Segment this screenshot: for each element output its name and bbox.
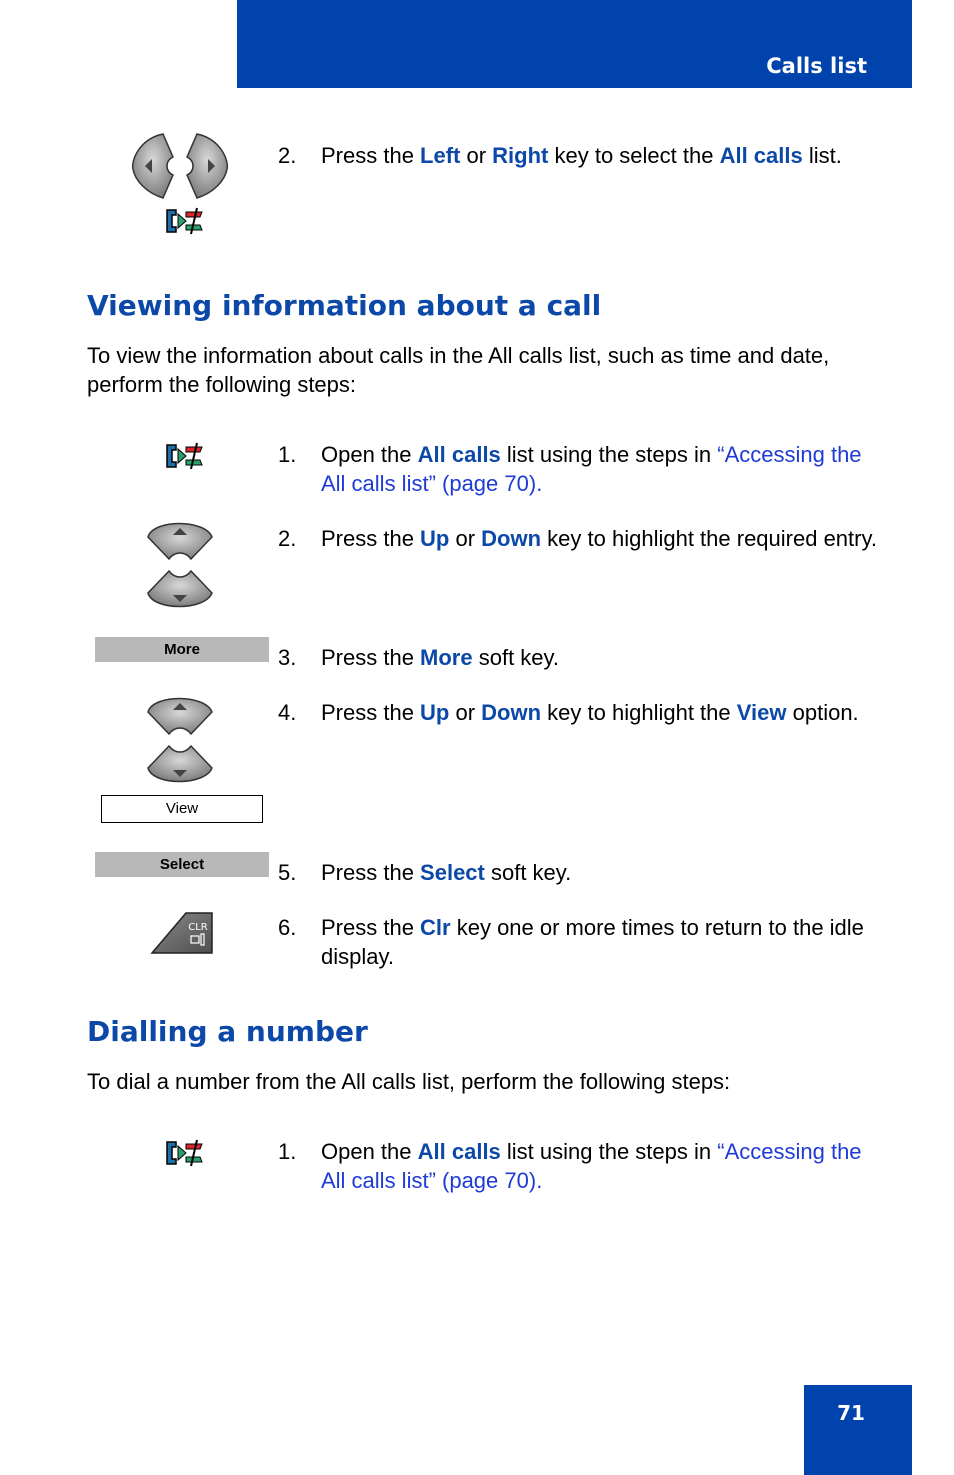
step-text-part: Open the <box>321 1139 418 1164</box>
step-text-part: or <box>460 143 493 168</box>
keyword: Clr <box>420 915 451 940</box>
keyword: Down <box>481 526 542 551</box>
step-text-part: Press the <box>321 700 421 725</box>
view-step-4: 4. Press the Up or Down key to highlight the View option. <box>278 698 878 727</box>
step-text-part: key to select the <box>548 143 720 168</box>
keyword: Up <box>420 526 450 551</box>
view-step-2: 2. Press the Up or Down key to highlight the required entry. <box>278 526 877 551</box>
step-text-part: list using the steps in <box>500 1139 718 1164</box>
step-text-part: Open the <box>321 442 418 467</box>
left-right-nav-key-icon <box>129 131 231 201</box>
section-heading-viewing: Viewing information about a call <box>87 289 602 322</box>
header-title: Calls list <box>766 54 867 78</box>
keyword: Select <box>420 860 485 885</box>
keyword: Down <box>481 700 542 725</box>
step-text-part: list. <box>802 143 842 168</box>
step-text <box>321 643 878 672</box>
view-step-3: 3. Press the More soft key. <box>278 643 878 672</box>
keyword: Right <box>492 143 549 168</box>
step-text-part: or <box>449 526 482 551</box>
step-text <box>321 698 878 727</box>
step-text-part: key to highlight the <box>541 700 737 725</box>
up-down-nav-key-icon <box>145 515 215 615</box>
step-text-part: Press the <box>321 645 421 670</box>
all-calls-icon <box>164 206 204 236</box>
cross-reference-link[interactable]: “Accessing the All calls list” (page 70). <box>321 442 862 496</box>
step-text-part: soft key. <box>472 645 560 670</box>
page-number-box <box>804 1385 912 1475</box>
keyword: Left <box>420 143 461 168</box>
clr-key-label: CLR <box>188 922 208 933</box>
section-intro-viewing: To view the information about calls in the All calls list, such as time and date, perform the following steps: <box>87 343 830 397</box>
step-text <box>321 913 878 971</box>
page-number: 71 <box>837 1401 865 1425</box>
step-text-part: Press the <box>321 915 421 940</box>
step-text-part: soft key. <box>484 860 572 885</box>
step-text-part: key to highlight the required entry. <box>541 526 877 551</box>
up-down-nav-key-icon <box>145 690 215 790</box>
section-heading-dialling: Dialling a number <box>87 1015 368 1048</box>
step-text-part: key one or more times to return to the idle display. <box>321 915 864 969</box>
top-step: 2. Press the Left or Right key to select the All calls list. <box>278 141 878 170</box>
step-text <box>321 524 878 553</box>
cross-reference-link[interactable]: “Accessing the All calls list” (page 70). <box>321 1139 862 1193</box>
keyword: Up <box>420 700 450 725</box>
step-text-part: list using the steps in <box>500 442 718 467</box>
all-calls-icon <box>164 441 204 471</box>
clr-key-icon <box>150 911 214 955</box>
keyword: All calls <box>417 442 501 467</box>
view-option-display: View <box>101 795 263 823</box>
keyword: More <box>420 645 473 670</box>
select-softkey: Select <box>95 852 269 877</box>
step-text-part: option. <box>786 700 859 725</box>
more-softkey: More <box>95 637 269 662</box>
all-calls-icon <box>164 1138 204 1168</box>
step-text-part: Press the <box>321 143 421 168</box>
step-text <box>321 440 878 498</box>
view-step-1: 1. Open the All calls list using the steps in “Accessing the All calls list” (page 70). <box>278 440 878 498</box>
view-step-6: 6. Press the Clr key one or more times to return to the idle display. <box>278 913 878 971</box>
view-step-5: 5. Press the Select soft key. <box>278 858 878 887</box>
step-text-part: Press the <box>321 526 421 551</box>
keyword: All calls <box>417 1139 501 1164</box>
step-text-part: Press the <box>321 860 421 885</box>
keyword: View <box>736 700 787 725</box>
section-intro-dialling: To dial a number from the All calls list, perform the following steps: <box>87 1069 731 1094</box>
keyword: All calls <box>719 143 803 168</box>
header-bar <box>237 0 912 88</box>
dial-step-1: 1. Open the All calls list using the steps in “Accessing the All calls list” (page 70). <box>278 1137 878 1195</box>
step-text <box>321 858 878 887</box>
step-text <box>321 141 878 170</box>
step-text-part: or <box>449 700 482 725</box>
step-text <box>321 1137 878 1195</box>
